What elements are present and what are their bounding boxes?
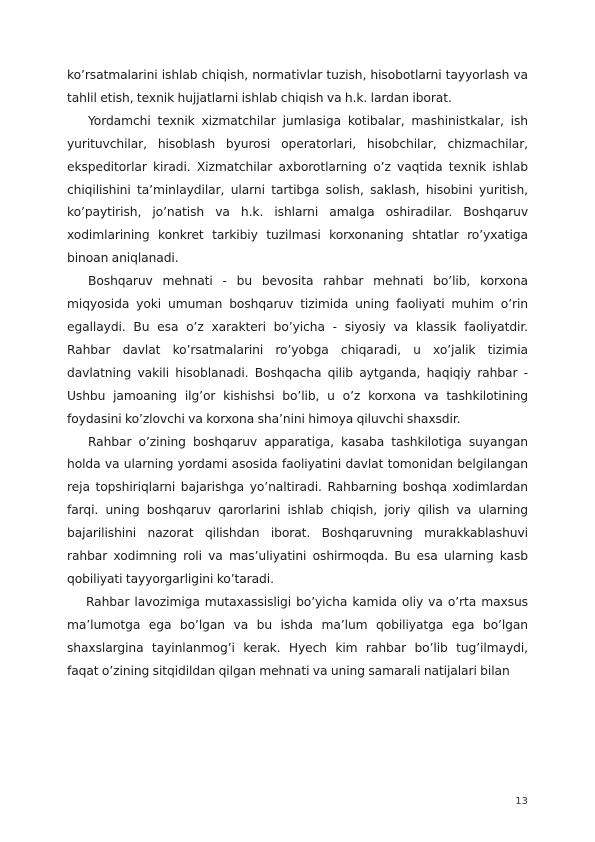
document-body bbox=[67, 64, 528, 682]
paragraph-3: Boshqaruv mehnati - bu bevosita rahbar mehnati bo’lib, korxona miqyosida yoki umuman boshqaruv tizimida uning faoliyati muhim o’rin egallaydi. Bu esa o’z xarakteri bo’yicha - siyosiy va klassik faoliyatdir. Rahbar davlat ko’rsatmalarini ro’yobga chiqaradi, u xo’jalik tizimia davlatning vakili hisoblanadi. Boshqacha qilib aytganda, haqiqiy rahbar - Ushbu jamoaning ilg’or kishishsi bo’lib, u o’z korxona va tashkilotining foydasini ko’zlovchi va korxona sha’nini himoya qiluvchi shaxsdir. bbox=[67, 274, 528, 426]
paragraph-2: Yordamchi texnik xizmatchilar jumlasiga kotibalar, mashinistkalar, ish yurituvchilar, hisoblash byurosi operatorlari, hisobchilar, chizmachilar, ekspeditorlar kiradi. Xizmatchilar axborotlarning o’z vaqtida texnik ishlab chiqilishini ta’minlaydilar, ularni tartibga solish, saklash, hisobini yuritish, ko’paytirish, jo’natish va h.k. ishlarni amalga oshiradilar. Boshqaruv xodimlarining konkret tarkibiy tuzilmasi korxonaning shtatlar ro’yxatiga binoan aniqlanadi. bbox=[67, 113, 528, 266]
paragraph-1: ko’rsatmalarini ishlab chiqish, normativlar tuzish, hisobotlarni tayyorlash va tahlil etish, texnik hujjatlarni ishlab chiqish va h.k. lardan iborat. bbox=[67, 68, 528, 105]
paragraph-4: Rahbar o’zining boshqaruv apparatiga, kasaba tashkilotiga suyangan holda va ularning yordami asosida faoliyatini davlat tomonidan belgilangan reja topshiriqlarni bajarishga yo’naltiradi. Rahbarning boshqa xodimlardan farqi. uning boshqaruv qarorlarini ishlab chiqish, joriy qilish va ularning bajarilishini nazorat qilishdan iborat. Boshqaruvning murakkablashuvi rahbar xodimning roli va mas’uliyatini oshirmoqda. Bu esa ularning kasb qobiliyati tayyorgarligini ko’taradi. bbox=[67, 434, 528, 586]
paragraph-5: Rahbar lavozimiga mutaxassisligi bo’yicha kamida oliy va o’rta maxsus ma’lumotga ega bo’lgan va bu ishda ma’lum qobiliyatga ega bo’lgan shaxslargina tayinlanmog’i kerak. Hyech kim rahbar bo’lib tug’ilmaydi, faqat o’zining sitqidildan qilgan mehnati va uning samarali natijalari bilan bbox=[67, 594, 528, 678]
page-number: 13 bbox=[515, 796, 528, 807]
